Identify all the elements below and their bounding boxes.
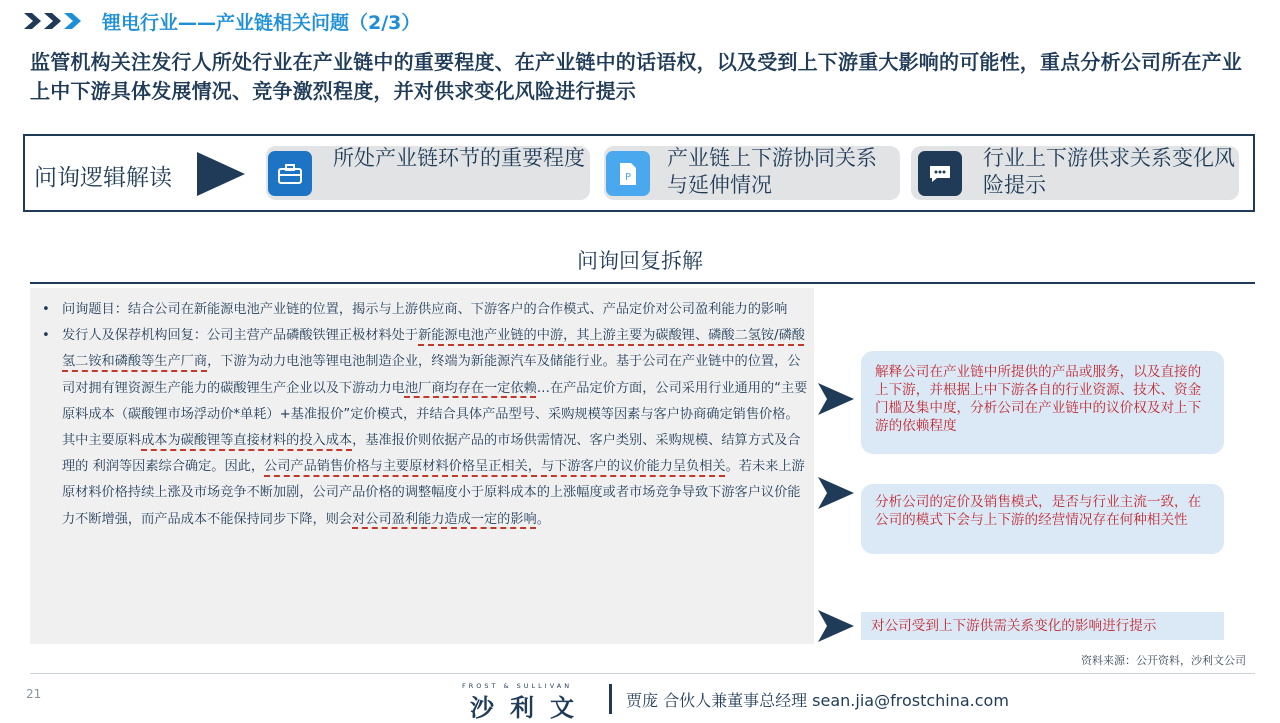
logic-item-3-text: 行业上下游供求关系变化风险提示 [983, 146, 1235, 197]
briefcase-icon [268, 151, 312, 196]
callout-arrow-icon [816, 609, 856, 643]
question-item: • 问询题目：结合公司在新能源电池产业链的位置，揭示与上游供应商、下游客户的合作模式、产品定价对公司盈利能力的影响 [40, 297, 808, 323]
logic-label: 问询逻辑解读 [34, 165, 172, 191]
section-title: 问询回复拆解 [577, 249, 703, 273]
headline: 监管机构关注发行人所处行业在产业链中的重要程度、在产业链中的话语权，以及受到上下游重大影响的可能性，重点分析公司所在产业上中下游具体发展情况、竞争激烈程度，并对供求变化风险进行提示 [30, 50, 1242, 103]
company-logo: 沙利文 [470, 694, 590, 722]
source-note: 资料来源：公开资料，沙利文公司 [1081, 654, 1246, 667]
play-arrow-icon [195, 150, 247, 198]
callout-1: 解释公司在产业链中所提供的产品或服务，以及直接的上下游，并根据上中下游各自的行业资源、技术、资金门槛及集中度，分析公司在产业链中的议价权及对上下游的依赖程度 [861, 351, 1224, 454]
document-p-icon [606, 151, 650, 196]
callout-arrow-icon [816, 382, 856, 416]
answer-item: • 发行人及保荐机构回复：公司主营产品磷酸铁锂正极材料处于新能源电池产业链的中游，其上游主要为碳酸锂、磷酸二氢铵/磷酸氢二铵和磷酸等生产厂商，下游为动力电池等锂电池制造企业，终端为新能源汽车及储能行业。基于公司在产业链中的位置，公司对拥有锂资源生产能力的碳酸锂生产企业以及下游动力电池厂商均存在一定依赖…在产品定价方面，公司采用行业通用的“主要原料成本（碳酸锂市场浮动价*单耗）+基准报价”定价模式，并结合具体产品型号、采购规模等因素与客户协商确定销售价格。其中主要原料成本为碳酸锂等直接材料的投入成本，基准报价则依据产品的市场供需情况、客户类别、采购规模、结算方式及合理的 利润等因素综合确定。因此，公司产品销售价格与主要原材料价格呈正相关，与下游客户的议价能力呈负相关。若未来上游原材料价格持续上涨及市场竞争不断加剧，公司产品价格的调整幅度小于原料成本的上涨幅度或者市场竞争导致下游客户议价能力不断增强，而产品成本不能保持同步下降，则会对公司盈利能力造成一定的影响。 [40, 323, 808, 533]
footer-separator [609, 684, 612, 714]
page-title: 锂电行业——产业链相关问题（2/3） [102, 12, 421, 34]
logic-item-2-text: 产业链上下游协同关系与延伸情况 [667, 146, 877, 197]
chevron-arrows-icon [24, 11, 86, 31]
logo-tagline: FROST & SULLIVAN [462, 682, 573, 690]
footer-divider [30, 673, 1255, 674]
section-divider [30, 282, 1255, 284]
page-number: 21 [26, 687, 42, 701]
callout-arrow-icon [816, 476, 856, 510]
callout-2: 分析公司的定价及销售模式，是否与行业主流一致，在公司的模式下会与上下游的经营情况存在何种相关性 [861, 484, 1224, 554]
contact-info: 贾庞 合伙人兼董事总经理 sean.jia@frostchina.com [626, 691, 1009, 710]
logic-item-1-text: 所处产业链环节的重要程度 [333, 146, 585, 170]
reply-list [40, 297, 808, 533]
chat-bubble-icon [918, 151, 962, 196]
callout-3: 对公司受到上下游供需关系变化的影响进行提示 [861, 612, 1224, 640]
svg-text:P: P [624, 171, 632, 183]
